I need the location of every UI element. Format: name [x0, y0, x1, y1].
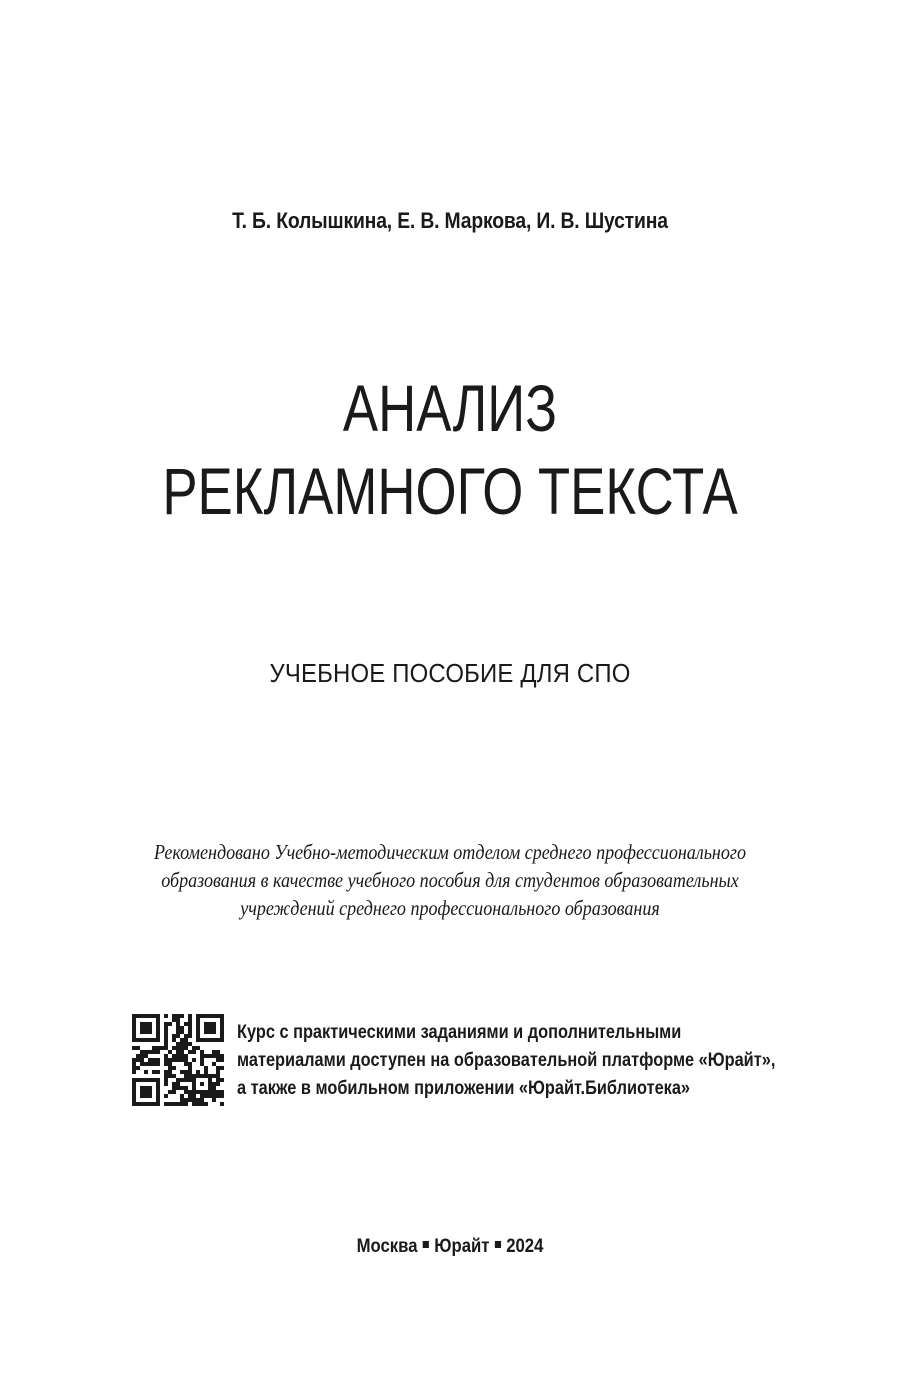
book-title-line-2: РЕКЛАМНОГО ТЕКСТА — [162, 454, 738, 528]
imprint-publisher: Юрайт — [434, 1236, 490, 1257]
recommendation-line: учреждений среднего профессионального образования — [240, 896, 660, 920]
recommendation-note — [63, 838, 837, 922]
book-subtitle: УЧЕБНОЕ ПОСОБИЕ ДЛЯ СПО — [269, 658, 631, 688]
imprint — [54, 1236, 846, 1258]
imprint-city: Москва — [356, 1236, 418, 1257]
separator-square-icon — [495, 1241, 501, 1248]
recommendation-line: образования в качестве учебного пособия для студентов образовательных — [161, 868, 739, 892]
course-note-line: а также в мобильном приложении «Юрайт.Библиотека» — [237, 1078, 691, 1099]
recommendation-line: Рекомендовано Учебно-методическим отделом среднего профессионального — [153, 840, 747, 864]
qr-code-icon[interactable] — [132, 1014, 224, 1106]
imprint-year: 2024 — [506, 1236, 544, 1257]
course-note — [237, 1019, 776, 1103]
course-note-line: Курс с практическими заданиями и дополнительными — [237, 1022, 682, 1043]
book-title-line-1: АНАЛИЗ — [342, 371, 558, 445]
authors: Т. Б. Колышкина, Е. В. Маркова, И. В. Шустина — [232, 208, 668, 233]
course-note-line: материалами доступен на образовательной платформе «Юрайт», — [237, 1050, 776, 1071]
separator-square-icon — [423, 1241, 429, 1248]
